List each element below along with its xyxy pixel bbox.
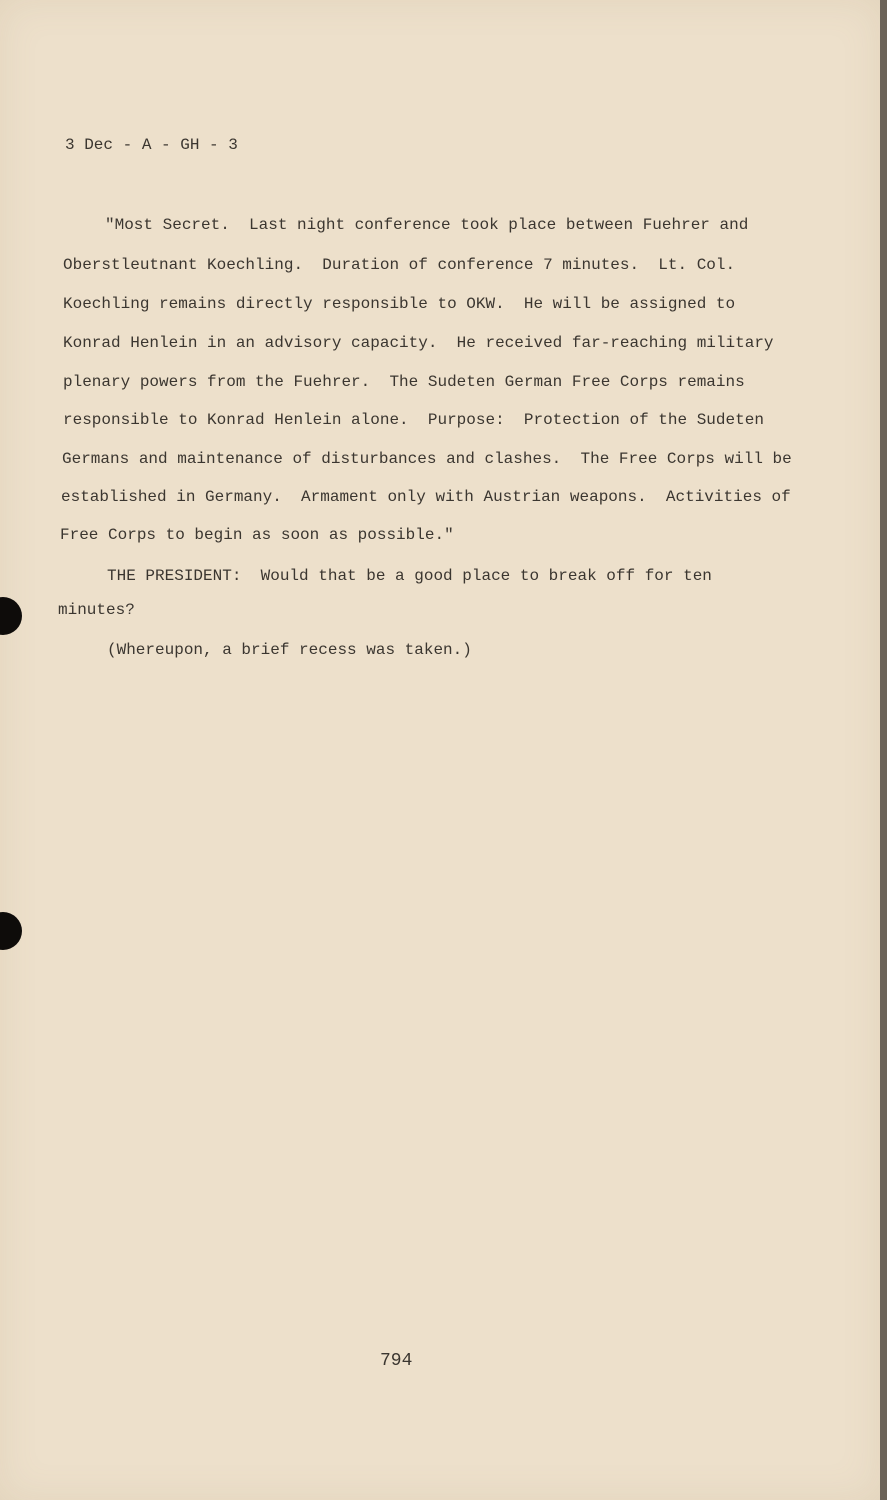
text-line: Konrad Henlein in an advisory capacity. He received far-reaching military [63,334,774,352]
punch-hole [0,912,22,950]
text-line: Germans and maintenance of disturbances and clashes. The Free Corps will be [62,450,792,468]
text-line: THE PRESIDENT: Would that be a good place to break off for ten [107,567,712,585]
text-line: established in Germany. Armament only with Austrian weapons. Activities of [61,488,791,506]
page-header: 3 Dec - A - GH - 3 [65,136,238,154]
text-line: responsible to Konrad Henlein alone. Purpose: Protection of the Sudeten [63,411,764,429]
scan-edge [880,0,887,1500]
text-line: Free Corps to begin as soon as possible." [60,526,454,544]
text-line: (Whereupon, a brief recess was taken.) [107,641,472,659]
punch-hole [0,597,22,635]
text-line: Koechling remains directly responsible to OKW. He will be assigned to [63,295,736,313]
page-number: 794 [380,1351,413,1371]
text-line: "Most Secret. Last night conference took place between Fuehrer and [105,216,749,234]
text-line: Oberstleutnant Koechling. Duration of conference 7 minutes. Lt. Col. [63,256,736,274]
text-line: plenary powers from the Fuehrer. The Sudeten German Free Corps remains [63,373,745,391]
text-line: minutes? [58,601,135,619]
